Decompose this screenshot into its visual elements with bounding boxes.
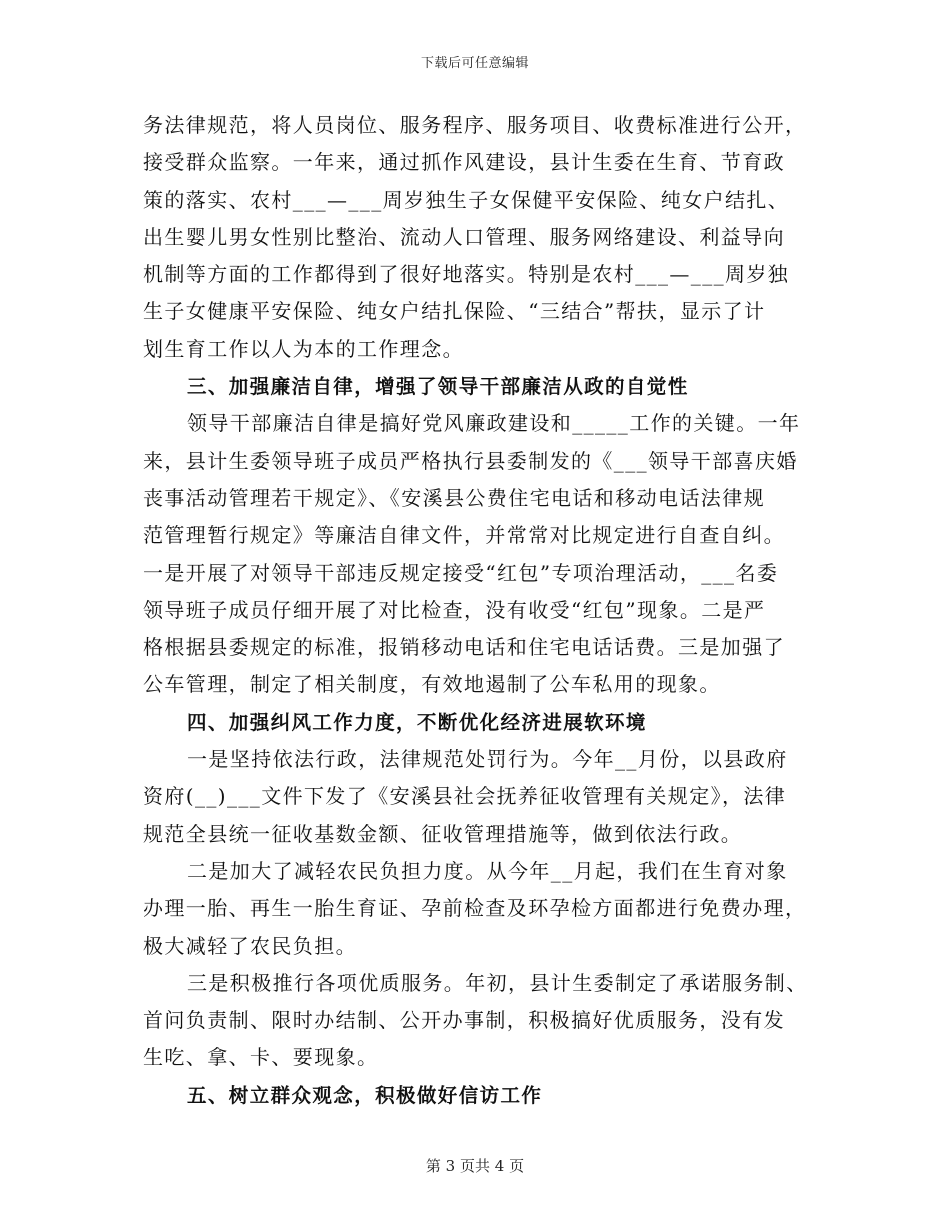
paragraph-line: 格根据县委规定的标准，报销移动电话和住宅电话话费。三是加强了 [143,635,785,660]
section-heading: 三、加强廉洁自律，增强了领导干部廉洁从政的自觉性 [187,375,689,399]
paragraph-line: 二是加大了减轻农民负担力度。从今年__月起，我们在生育对象 [187,858,788,883]
paragraph-line: 机制等方面的工作都得到了很好地落实。特别是农村___—___周岁独 [143,262,790,287]
page-header: 下载后可任意编辑 [420,56,529,71]
paragraph-line: 三是积极推行各项优质服务。年初，县计生委制定了承诺服务制、 [187,970,808,995]
paragraph-line: 来，县计生委领导班子成员严格执行县委制发的《___领导干部喜庆婚 [143,448,798,473]
paragraph-line: 领导班子成员仔细开展了对比检查，没有收受“红包”现象。二是严 [143,597,766,622]
paragraph-line: 领导干部廉洁自律是搞好党风廉政建设和_____工作的关键。一年 [187,411,801,436]
paragraph-line: 务法律规范，将人员岗位、服务程序、服务项目、收费标准进行公开， [143,113,807,137]
paragraph-line: 策的落实、农村___—___周岁独生子女保健平安保险、纯女户结扎、 [143,187,790,212]
paragraph-line: 接受群众监察。一年来，通过抓作风建设，县计生委在生育、节育政 [143,150,785,175]
paragraph-line: 一是开展了对领导干部违反规定接受“红包”专项治理活动，___名委 [143,560,779,585]
paragraph-line: 生子女健康平安保险、纯女户结扎保险、“三结合”帮扶，显示了计 [143,299,766,324]
paragraph-line: 丧事活动管理若干规定》、《安溪县公费住宅电话和移动电话法律规 [143,485,765,510]
paragraph-line: 范管理暂行规定》等廉洁自律文件，并常常对比规定进行自查自纠。 [143,523,785,548]
paragraph-line: 划生育工作以人为本的工作理念。 [143,336,464,361]
paragraph-line: 公车管理，制定了相关制度，有效地遏制了公车私用的现象。 [143,672,721,697]
paragraph-line: 出生婴儿男女性别比整治、流动人口管理、服务网络建设、利益导向 [143,224,785,249]
paragraph-line: 规范全县统一征收基数金额、征收管理措施等，做到依法行政。 [143,821,743,846]
section-heading: 四、加强纠风工作力度，不断优化经济进展软环境 [187,710,647,734]
paragraph-line: 资府(__)___文件下发了《安溪县社会抚养征收管理有关规定》，法律 [143,784,787,809]
paragraph-line: 首问负责制、限时办结制、公开办事制，积极搞好优质服务，没有发 [143,1008,785,1033]
paragraph-line: 极大减轻了农民负担。 [143,933,357,958]
paragraph-line: 办理一胎、再生一胎生育证、孕前检查及环孕检方面都进行免费办理， [143,896,807,921]
paragraph-line: 一是坚持依法行政，法律规范处罚行为。今年__月份，以县政府 [187,747,788,772]
paragraph-line: 生吃、拿、卡、要现象。 [143,1045,379,1070]
document-body [143,107,811,1114]
section-heading: 五、树立群众观念，积极做好信访工作 [187,1083,543,1107]
page-footer: 第 3 页共 4 页 [425,1157,525,1175]
